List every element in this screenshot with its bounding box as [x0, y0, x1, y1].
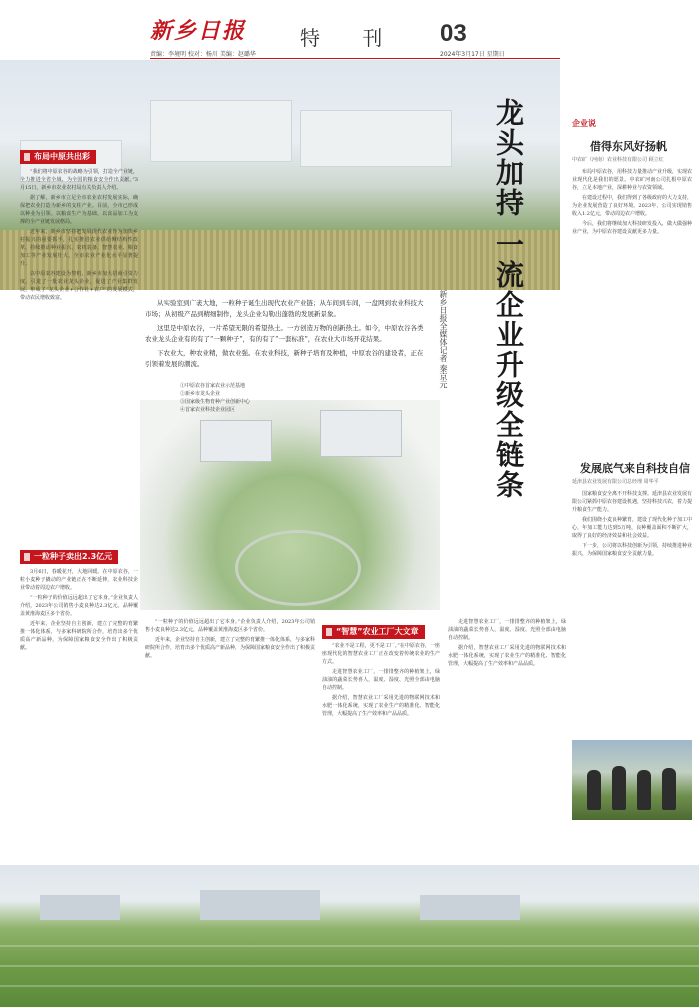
paragraph: “我们将中原农谷的战略为引领，打造全产业链，全力推进全省全域、为全国的粮食安全作出贡献。”3月15日，新乡市农业农村局有关负责人介绍。 — [20, 169, 138, 191]
person-figure — [662, 768, 676, 810]
editor-credits: 责编：李境明 校对：杨川 美编：赵璐华 — [150, 51, 256, 58]
paragraph: 走进智慧农业工厂，一排排整齐的种植架上，绿油油的蔬菜长势喜人，温度、湿度、光照全部由电脑自动控制。 — [448, 619, 566, 641]
field-row — [0, 985, 699, 987]
article-column-factory-continued — [448, 618, 566, 858]
article-column-company2 — [572, 490, 692, 735]
paragraph: 走进智慧农业工厂，一排排整齐的种植架上，绿油油的蔬菜长势喜人，温度、湿度、光照全部由电脑自动控制。 — [322, 669, 440, 691]
article-column-layout — [20, 168, 138, 533]
field-row — [0, 965, 699, 967]
city-skyline — [200, 890, 320, 920]
paragraph: 下一步，公司将以科技创新为引领，持续推进种业振兴，为保障国家粮食安全贡献力量。 — [572, 543, 692, 557]
city-skyline — [420, 895, 520, 920]
article-column-factory — [322, 642, 440, 857]
person-figure — [612, 766, 626, 810]
byline: 新乡日报全媒体记者 秦京元 — [439, 290, 448, 389]
column-tag: 企业说 — [572, 119, 596, 128]
newspaper-logo: 新乡日报 — [150, 18, 247, 44]
people-field-photo — [572, 740, 692, 820]
lead-paragraph: 从实验室到广袤大地，一粒种子诞生出现代农业产业链；从车间到车间，一盘网到农业科技大市场；从初级产品到精细制作，龙头企业勾勒出蓬勃的发展新景象。 — [145, 299, 424, 318]
building-shape — [200, 420, 272, 462]
issue-date: 2024年3月17日 星期日 — [440, 51, 505, 58]
article-column-company1 — [572, 168, 692, 448]
paragraph: 近年来，企业坚持自主创新，建立了完整的育繁推一体化体系，与多家科研院所合作，培育出多个优质高产新品种，为保障国家粮食安全作出了积极贡献。 — [145, 637, 315, 659]
paragraph: “农业不是工程，更不是工厂。”在中原农谷，一座座现代化的智慧农业工厂正在改变着传统农业的生产方式。 — [322, 643, 440, 665]
person-figure — [587, 770, 601, 810]
building-shape — [150, 100, 292, 162]
paragraph: 近年来，企业坚持自主创新，建立了完整的育繁推一体化体系，与多家科研院所合作，培育出多个优质高产新品种，为保障国家粮食安全作出了积极贡献。 — [20, 621, 138, 651]
caption-line: ③国家级生物育种产业创新中心 — [180, 399, 251, 405]
paragraph: 近年来，新乡市坚持把发展现代农业作为加快乡村振兴的重要抓手，扎实推进农业供给侧结构性改革，持续推动种业振兴、农机装备、智慧农业、粮食加工等产业发展壮大，全市农业产业化水平显著提升。 — [20, 229, 138, 267]
paragraph: 据介绍，智慧农业工厂采用先进的物联网技术和水肥一体化系统，实现了农业生产的精准化、智能化管理，大幅提高了生产效率和产品品质。 — [322, 695, 440, 717]
article-source-company2: 延津县农业发展有限公司总经理 周华平 — [572, 479, 659, 485]
lead-paragraph: 这里是中原农谷，一片希望无限的希望热土。一方创造万物的创新热土。如今，中原农谷各类农业龙头企业有的有了“一颗种子”，有的有了“一套标准”，在农业大市场开花结果。 — [145, 324, 424, 343]
paragraph: 据了解，新乡市立足全市农业农村发展实际，确保把农业打造为新乡的支柱产业。目前，全市已形成以种业为引领、以粮食生产为基础、以食品加工为支撑的全产业链发展格局。 — [20, 195, 138, 225]
page-number: 03 — [440, 20, 467, 47]
article-column-seed — [20, 568, 138, 858]
paragraph: 在建设过程中，我们得到了各级政府的大力支持，为企业发展营造了良好环境。2023年，公司实现销售收入1.2亿元，带动周边农户增收。 — [572, 195, 692, 217]
photo-caption — [180, 382, 330, 414]
paragraph: 3月6日，春暖花开，大地回暖。在中原农谷，一粒小麦种子撬动的产业链正在不断延伸，农业科技企业带动着周边农户增收。 — [20, 569, 138, 591]
paragraph: “一粒种子的价值远远超出了它本身。”企业负责人介绍，2023年公司销售小麦良种达2.3亿元，品种覆盖黄淮海麦区多个省份。 — [145, 619, 315, 633]
article-column-seed-continued — [145, 618, 315, 858]
article-source-company1: 中农矿（河南）农业科技有限公司 顾立红 — [572, 157, 664, 163]
caption-line: ①中原农谷首家农业示范基地 — [180, 383, 246, 389]
header-rule — [150, 58, 560, 59]
masthead — [0, 0, 699, 60]
section-title: 特 刊 — [300, 26, 401, 50]
section-label-seed: 一粒种子卖出2.3亿元 — [20, 550, 118, 564]
paragraph: 据介绍，智慧农业工厂采用先进的物联网技术和水肥一体化系统，实现了农业生产的精准化、智能化管理，大幅提高了生产效率和产品品质。 — [448, 645, 566, 667]
lead-paragraphs — [145, 298, 425, 373]
paragraph: 国家粮食安全离不开科技支撑。延津县农业发展有限公司紧抓中原农谷建设机遇，坚持科技兴农，着力提升粮食生产能力。 — [572, 491, 692, 513]
building-shape — [300, 110, 452, 167]
paragraph: 我们围绕小麦良种繁育，建设了现代化种子加工中心，年加工能力达到5万吨，良种覆盖面积不断扩大，取得了良好的经济效益和社会效益。 — [572, 517, 692, 539]
circular-garden — [235, 530, 361, 606]
lead-paragraph: 下农业大，种农业精，做农业强。在农业科技，新种子培育及种植，中原农谷的建设者，正在引领着发展的潮流。 — [145, 349, 424, 368]
paragraph: 今后，我们将继续加大科技研发投入，做大做强种业产业，为中原农谷建设贡献更多力量。 — [572, 221, 692, 235]
paragraph: 布局中原农谷，用科技力量推动产业升级，实现农业现代化是我们的愿景。中农矿河南公司扎根中原农谷，立足本地产业，深耕种业与农资领域。 — [572, 169, 692, 191]
article-title-company1: 借得东风好扬帆 — [590, 140, 667, 153]
caption-line: ④首家农业科技企业园区 — [180, 407, 236, 413]
section-label-factory: “智慧”农业工厂大文章 — [322, 625, 425, 639]
person-figure — [637, 770, 651, 810]
farmland-panorama-photo — [0, 865, 699, 1007]
paragraph: “一粒种子的价值远远超出了它本身。”企业负责人介绍，2023年公司销售小麦良种达2.3亿元，品种覆盖黄淮海麦区多个省份。 — [20, 595, 138, 617]
section-label-layout: 布局中原共出彩 — [20, 150, 96, 164]
main-headline: 龙头加持 一流企业升级全链条 — [492, 98, 525, 500]
paragraph: 以中原农谷建设为契机，新乡市加大招商引资力度，引进了一批农业龙头企业，促进了产业集群发展，形成了“龙头企业+合作社+农户”的发展模式，带动农民增收致富。 — [20, 271, 138, 301]
aerial-campus-photo — [140, 400, 440, 610]
caption-line: ②新乡市龙头企业 — [180, 391, 221, 397]
city-skyline — [40, 895, 120, 920]
field-row — [0, 945, 699, 947]
article-title-company2: 发展底气来自科技自信 — [580, 462, 690, 475]
building-shape — [320, 410, 402, 457]
